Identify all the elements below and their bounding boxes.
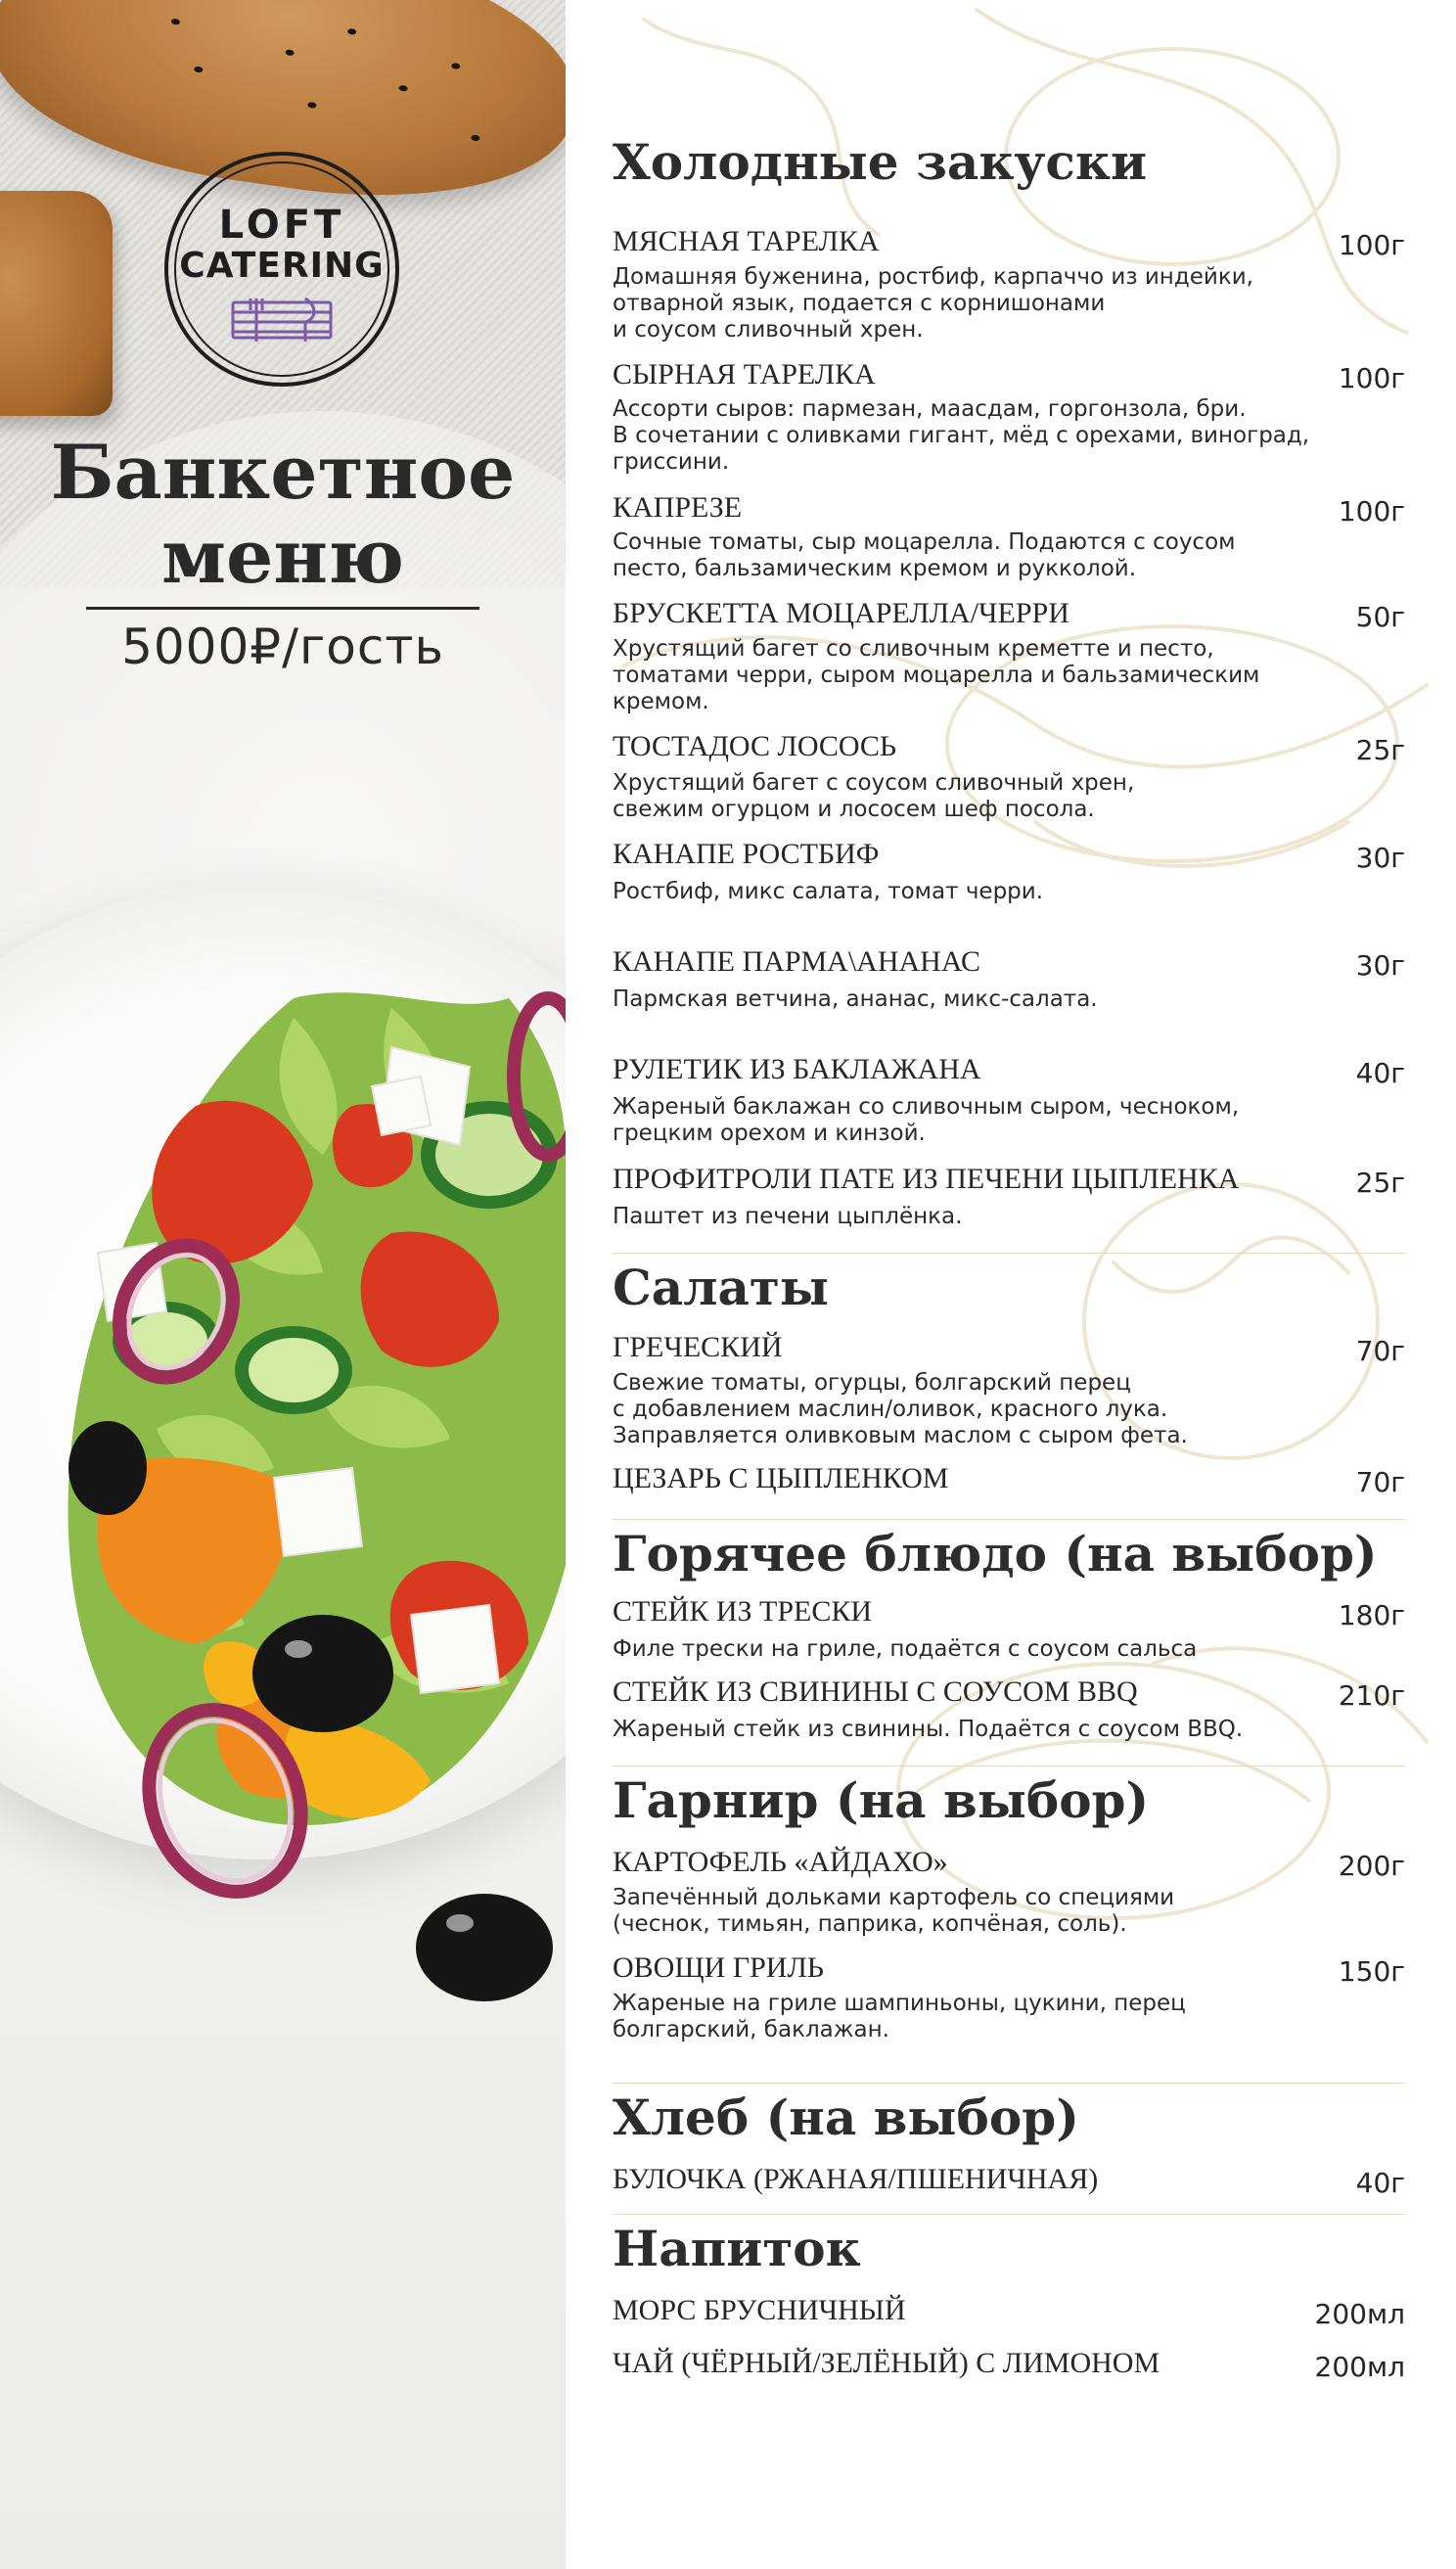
desc-line: Паштет из печени цыплёнка. (613, 1204, 963, 1229)
item-name-greek-salad: ГРЕЧЕСКИЙ (613, 1331, 783, 1363)
section-title-hot-dish: Горячее блюдо (на выбор) (613, 1525, 1378, 1583)
item-name-lingonberry-mors: МОРС БРУСНИЧНЫЙ (613, 2294, 906, 2326)
item-description (613, 879, 1366, 905)
photo-panel (0, 0, 566, 2569)
item-portion: 180г (1338, 1599, 1405, 1631)
item-description (613, 529, 1366, 582)
item-name-tostados: ТОСТАДОС ЛОСОСЬ (613, 730, 897, 762)
item-portion: 200г (1338, 1850, 1405, 1882)
loft-catering-logo (164, 152, 399, 387)
item-portion: 50г (1355, 601, 1405, 633)
item-description (613, 396, 1366, 476)
menu-panel (566, 0, 1456, 2569)
bread-slice-image (0, 191, 113, 416)
desc-line: (чеснок, тимьян, паприка, копчёная, соль). (613, 1911, 1127, 1937)
desc-line: Запечённый дольками картофель со специями (613, 1885, 1175, 1910)
item-name-tea-with-lemon: ЧАЙ (ЧЁРНЫЙ/ЗЕЛЁНЫЙ) С ЛИМОНОМ (613, 2347, 1160, 2379)
item-portion: 40г (1355, 2167, 1405, 2199)
item-name-meat-platter: МЯСНАЯ ТАРЕЛКА (613, 225, 880, 257)
section-divider (613, 1253, 1405, 1254)
desc-line: кремом. (613, 689, 709, 714)
desc-line: грецким орехом и кинзой. (613, 1121, 926, 1146)
desc-line: томатами черри, сыром моцарелла и бальзамическим (613, 663, 1260, 688)
section-title-salads: Салаты (613, 1259, 829, 1316)
item-portion: 25г (1355, 734, 1405, 766)
item-portion: 30г (1355, 949, 1405, 982)
price-per-guest: 5000₽/гость (121, 619, 444, 675)
desc-line: Жареный баклажан со сливочным сыром, чесноком, (613, 1094, 1240, 1120)
logo-word-loft: LOFT (218, 203, 345, 248)
item-portion: 70г (1355, 1466, 1405, 1498)
desc-line: Ростбиф, микс салата, томат черри. (613, 879, 1044, 904)
item-name-potato-idaho: КАРТОФЕЛЬ «АЙДАХО» (613, 1846, 948, 1878)
section-title-cold-appetizers: Холодные закуски (613, 133, 1148, 191)
item-description (613, 264, 1366, 344)
section-divider (613, 2214, 1405, 2215)
logo-word-catering: CATERING (179, 246, 385, 286)
desc-line: Пармская ветчина, ананас, микс-салата. (613, 986, 1098, 1012)
item-description (613, 1991, 1366, 2043)
desc-line: Свежие томаты, огурцы, болгарский перец (613, 1370, 1131, 1396)
item-description (613, 986, 1366, 1013)
desc-line: Жареный стейк из свинины. Подаётся с соусом BBQ. (613, 1717, 1244, 1742)
item-portion: 200мл (1314, 2298, 1405, 2330)
desc-line: с добавлением маслин/оливок, красного лука. (613, 1397, 1168, 1422)
section-divider (613, 2083, 1405, 2084)
item-description (613, 636, 1366, 715)
desc-line: Домашняя буженина, ростбиф, карпаччо из индейки, (613, 264, 1253, 290)
desc-line: Сочные томаты, сыр моцарелла. Подаются с соусом (613, 529, 1236, 555)
desc-line: песто, бальзамическим кремом и рукколой. (613, 556, 1137, 581)
item-portion: 100г (1338, 362, 1405, 394)
item-description (613, 770, 1366, 823)
item-description (613, 1370, 1366, 1449)
desc-line: свежим огурцом и лососем шеф посола. (613, 797, 1095, 822)
title-line-2: меню (161, 513, 404, 600)
desc-line: Хрустящий багет со сливочным креметте и песто, (613, 636, 1214, 662)
item-name-caesar: ЦЕЗАРЬ С ЦЫПЛЕНКОМ (613, 1462, 949, 1494)
desc-line: Заправляется оливковым маслом с сыром фета. (613, 1423, 1188, 1448)
section-title-bread: Хлеб (на выбор) (613, 2088, 1079, 2146)
item-name-bruschetta: БРУСКЕТТА МОЦАРЕЛЛА/ЧЕРРИ (613, 597, 1069, 629)
desc-line: Жареные на гриле шампиньоны, цукини, перец (613, 1991, 1186, 2016)
title-underline (86, 607, 479, 610)
item-portion: 100г (1338, 229, 1405, 261)
item-name-caprese: КАПРЕЗЕ (613, 491, 743, 524)
desc-line: Филе трески на гриле, подаётся с соусом сальса (613, 1636, 1198, 1662)
item-description (613, 1636, 1366, 1663)
item-description (613, 1717, 1366, 1743)
item-portion: 150г (1338, 1955, 1405, 1988)
section-title-side-dish: Гарнир (на выбор) (613, 1771, 1150, 1829)
item-name-profiteroles: ПРОФИТРОЛИ ПАТЕ ИЗ ПЕЧЕНИ ЦЫПЛЕНКА (613, 1163, 1240, 1195)
section-title-drink: Напиток (613, 2220, 861, 2277)
item-portion: 30г (1355, 842, 1405, 874)
item-name-canape-roastbeef: КАНАПЕ РОСТБИФ (613, 838, 880, 870)
cutlery-icon (227, 297, 337, 344)
item-portion: 200мл (1314, 2351, 1405, 2383)
greek-salad-image (0, 959, 566, 2016)
item-portion: 210г (1338, 1679, 1405, 1712)
item-description (613, 1204, 1366, 1230)
item-portion: 40г (1355, 1057, 1405, 1089)
desc-line: гриссини. (613, 449, 730, 475)
section-divider (613, 1519, 1405, 1520)
item-name-eggplant-roll: РУЛЕТИК ИЗ БАКЛАЖАНА (613, 1053, 981, 1085)
desc-line: отварной язык, подается с корнишонами (613, 291, 1106, 316)
title-line-1: Банкетное (50, 429, 516, 516)
item-name-grilled-vegetables: ОВОЩИ ГРИЛЬ (613, 1951, 825, 1984)
item-portion: 70г (1355, 1335, 1405, 1367)
item-name-canape-parma: КАНАПЕ ПАРМА\АНАНАС (613, 945, 981, 978)
item-description (613, 1885, 1366, 1938)
item-name-cod-steak: СТЕЙК ИЗ ТРЕСКИ (613, 1595, 873, 1628)
item-portion: 25г (1355, 1167, 1405, 1199)
item-name-pork-steak: СТЕЙК ИЗ СВИНИНЫ С СОУСОМ BBQ (613, 1675, 1138, 1708)
item-name-bun: БУЛОЧКА (РЖАНАЯ/ПШЕНИЧНАЯ) (613, 2163, 1099, 2195)
item-description (613, 1094, 1366, 1147)
desc-line: Ассорти сыров: пармезан, маасдам, горгонзола, бри. (613, 396, 1247, 422)
banquet-menu-title (39, 431, 526, 599)
desc-line: болгарский, баклажан. (613, 2017, 889, 2042)
item-name-cheese-platter: СЫРНАЯ ТАРЕЛКА (613, 358, 876, 390)
desc-line: Хрустящий багет с соусом сливочный хрен, (613, 770, 1135, 796)
desc-line: и соусом сливочный хрен. (613, 317, 924, 343)
desc-line: В сочетании с оливками гигант, мёд с орехами, виноград, (613, 423, 1310, 448)
item-portion: 100г (1338, 495, 1405, 528)
